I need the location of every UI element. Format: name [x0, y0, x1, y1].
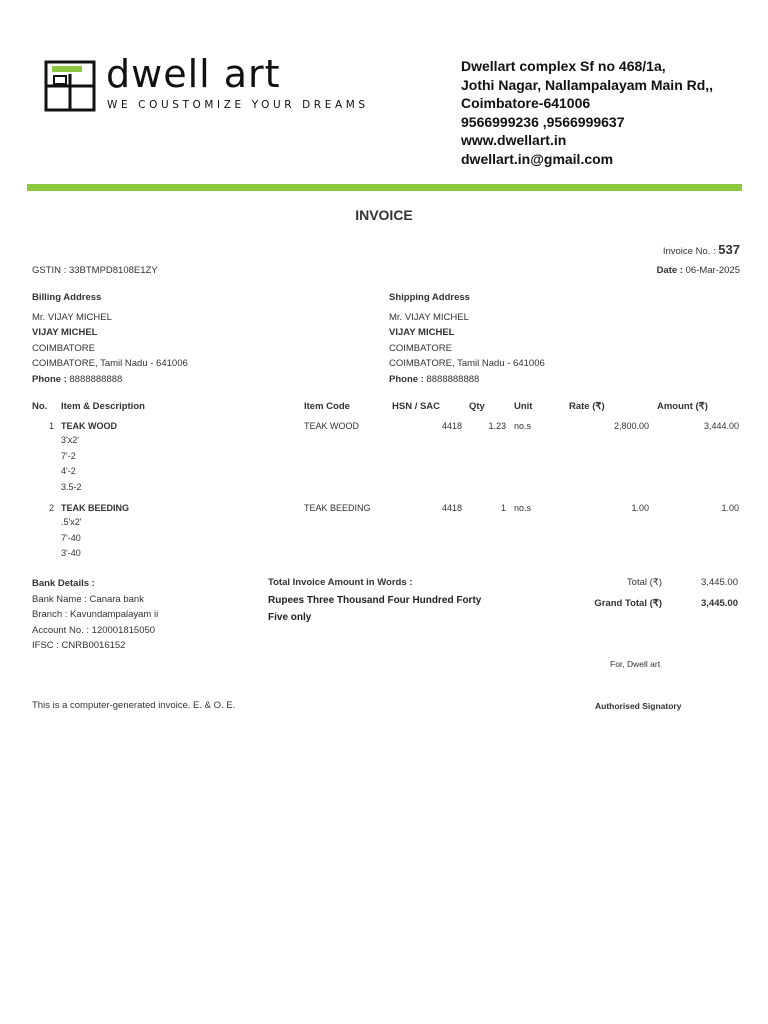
gstin-label: GSTIN : — [32, 265, 67, 276]
row-item: TEAK BEEDING — [61, 503, 130, 513]
words-heading: Total Invoice Amount in Words : — [268, 577, 413, 588]
billing-address — [32, 290, 188, 387]
bank-name: Bank Name : Canara bank — [32, 593, 144, 605]
shipping-region: COIMBATORE, Tamil Nadu - 641006 — [389, 358, 545, 369]
authorised-signatory: Authorised Signatory — [595, 701, 682, 711]
col-header-code: Item Code — [304, 401, 350, 412]
row-item: TEAK WOOD — [61, 421, 117, 431]
row-no: 1 — [48, 421, 54, 431]
invoice-number-value: 537 — [718, 242, 740, 257]
for-company: For, Dwell art — [610, 659, 661, 669]
address-line: Dwellart complex Sf no 468/1a, — [461, 58, 666, 74]
brand-name: dwell art — [106, 52, 281, 96]
header-divider — [27, 184, 742, 191]
invoice-number-label: Invoice No. : — [662, 246, 716, 257]
col-header-item: Item & Description — [61, 401, 145, 412]
row-amount: 3,444.00 — [703, 421, 739, 431]
billing-company: VIJAY MICHEL — [32, 327, 98, 338]
bank-ifsc: IFSC : CNRB0016152 — [32, 640, 126, 651]
billing-phone-label: Phone : — [32, 373, 67, 385]
total-label: Total (₹) — [626, 577, 662, 588]
date-label: Date : — [656, 265, 683, 276]
address-line: Jothi Nagar, Nallampalayam Main Rd,, — [461, 76, 714, 93]
row-detail: 3'-40 — [61, 548, 81, 558]
col-header-qty: Qty — [469, 401, 485, 412]
row-detail: 7'-2 — [61, 450, 76, 461]
row-detail: 7'-40 — [61, 532, 81, 543]
bank-branch: Branch : Kavundampalayam ii — [32, 609, 159, 620]
row-unit: no.s — [514, 503, 532, 513]
col-header-rate: Rate (₹) — [569, 401, 605, 412]
company-address — [461, 57, 713, 168]
phone-numbers: 9566999236 ,9566999637 — [461, 113, 625, 130]
footer-note: This is a computer-generated invoice. E. & O. E. — [32, 700, 236, 711]
row-detail: 4'-2 — [61, 466, 76, 476]
bank-account: Account No. : 120001815050 — [32, 624, 156, 636]
row-details — [61, 515, 81, 562]
shipping-company: VIJAY MICHEL — [389, 327, 455, 338]
row-qty: 1 — [500, 503, 506, 513]
row-no: 2 — [48, 503, 54, 513]
billing-phone: 8888888888 — [69, 373, 123, 385]
row-details — [61, 433, 82, 495]
billing-heading: Billing Address — [32, 292, 102, 303]
grand-total-label: Grand Total (₹) — [594, 598, 662, 609]
col-header-unit: Unit — [514, 401, 533, 412]
logo-mark — [44, 60, 96, 112]
row-hsn: 4418 — [441, 503, 462, 513]
website-link[interactable]: www.dwellart.in — [461, 132, 567, 148]
billing-name: Mr. VIJAY MICHEL — [32, 311, 112, 323]
invoice-title: INVOICE — [355, 207, 413, 223]
row-unit: no.s — [514, 421, 532, 431]
total-value: 3,445.00 — [701, 577, 738, 588]
row-hsn: 4418 — [441, 421, 462, 431]
col-header-no: No. — [32, 401, 48, 412]
address-line: Coimbatore-641006 — [461, 95, 591, 111]
gstin — [32, 265, 158, 276]
shipping-phone-label: Phone : — [389, 373, 424, 385]
shipping-city: COIMBATORE — [389, 342, 452, 354]
col-header-hsn: HSN / SAC — [392, 401, 441, 412]
grand-total-value: 3,445.00 — [701, 598, 738, 609]
row-rate: 1.00 — [631, 503, 649, 513]
row-code: TEAK BEEDING — [304, 503, 371, 513]
billing-city: COIMBATORE — [32, 342, 95, 354]
date-value: 06-Mar-2025 — [685, 265, 740, 276]
row-rate: 2,800.00 — [613, 421, 649, 431]
shipping-address — [389, 290, 545, 387]
email-link[interactable]: dwellart.in@gmail.com — [461, 150, 614, 167]
col-header-amount: Amount (₹) — [657, 401, 708, 412]
amount-in-words — [268, 592, 481, 626]
row-detail: 3.5-2 — [61, 481, 82, 492]
row-detail: .5'x2' — [61, 517, 82, 527]
bank-details — [32, 576, 158, 654]
bank-heading: Bank Details : — [32, 578, 95, 589]
row-detail: 3'x2' — [61, 435, 79, 445]
billing-region: COIMBATORE, Tamil Nadu - 641006 — [32, 358, 188, 369]
shipping-phone: 8888888888 — [426, 373, 480, 385]
row-amount: 1.00 — [721, 503, 739, 513]
row-qty: 1.23 — [488, 421, 506, 431]
invoice-number — [663, 242, 740, 257]
shipping-name: Mr. VIJAY MICHEL — [389, 311, 469, 323]
words-line: Rupees Three Thousand Four Hundred Forty — [268, 595, 482, 606]
gstin-value: 33BTMPD8108E1ZY — [68, 265, 158, 276]
words-line: Five only — [268, 612, 312, 623]
shipping-heading: Shipping Address — [389, 292, 470, 303]
invoice-date — [657, 265, 740, 276]
brand-tagline: WE COUSTOMIZE YOUR DREAMS — [107, 99, 369, 111]
row-code: TEAK WOOD — [304, 421, 360, 431]
